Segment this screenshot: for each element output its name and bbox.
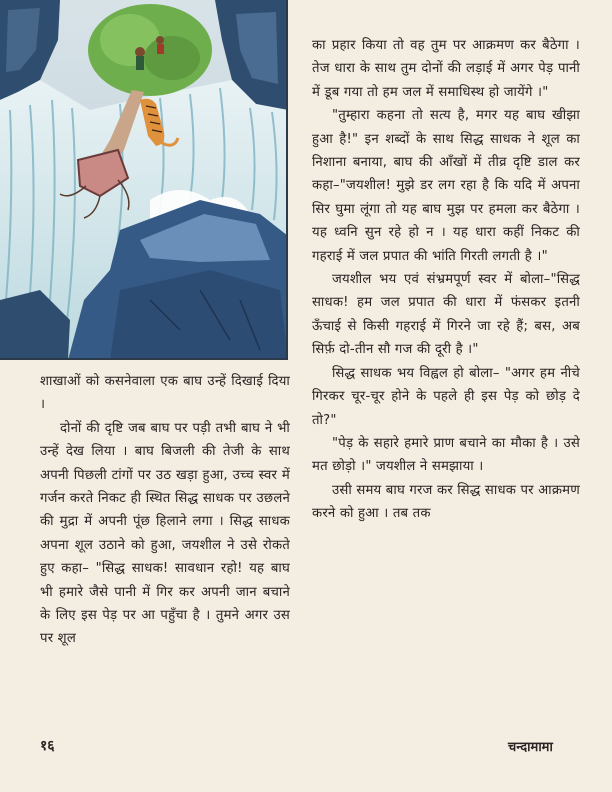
page-number: १६ (40, 738, 55, 754)
right-text-column (312, 34, 580, 526)
story-illustration (0, 0, 288, 360)
paragraph: दोनों की दृष्टि जब बाघ पर पड़ी तभी बाघ ने भी उन्हें देख लिया । बाघ बिजली की तेजी के साथ अपनी पिछली टांगों पर उठ खड़ा हुआ, उच्च स्वर में गर्जन करते निकट ही स्थित सिद्ध साधक पर उछलने की मुद्रा में अपनी पूंछ हिलाने लगा । सिद्ध साधक अपना शूल उठाने को हुआ, जयशील ने उसे रोकते हुए कहा– "सिद्ध साधक! सावधान रहो! यह बाघ भी हमारे जैसे पानी में गिर कर अपनी जान बचाने के लिए इस पेड़ पर आ पहुँचा है । तुमने अगर उस पर शूल (40, 420, 290, 647)
paragraph: शाखाओं को कसनेवाला एक बाघ उन्हें दिखाई दिया । (40, 374, 290, 413)
paragraph: "तुम्हारा कहना तो सत्य है, मगर यह बाघ खीझा हुआ है!" इन शब्दों के साथ सिद्ध साधक ने शूल का निशाना बनाया, बाघ की आँखों में तीव्र दृष्टि डाल कर कहा–"जयशील! मुझे डर लग रहा है कि यदि में अपना सिर घुमा लूंगा तो यह बाघ मुझ पर हमला कर बैठेगा । यह ध्वनि सुन रहे हो न । यह धारा कहीं निकट की गहराई में जल प्रपात की भांति गिरती लगती है ।" (312, 108, 580, 264)
left-text-column (40, 370, 290, 651)
paragraph: का प्रहार किया तो वह तुम पर आक्रमण कर बैठेगा । तेज धारा के साथ तुम दोनों की लड़ाई में अगर पेड़ पानी में डूब गया तो हम जल में समाधिस्थ हो जायेंगे ।" (312, 38, 580, 100)
waterfall-tiger-tree-icon (0, 0, 288, 360)
paragraph: सिद्ध साधक भय विह्वल हो बोला– "अगर हम नीचे गिरकर चूर-चूर होने के पहले ही इस पेड़ को छोड़ दे तो?" (312, 365, 580, 428)
paragraph: उसी समय बाघ गरज कर सिद्ध साधक पर आक्रमण करने को हुआ । तब तक (312, 482, 580, 522)
paragraph: जयशील भय एवं संभ्रमपूर्ण स्वर में बोला–"सिद्ध साधक! हम जल प्रपात की धारा में फंसकर इतनी ऊँचाई से किसी गहराई में गिरने जा रहे हैं; बस, अब सिर्फ़ दो-तीन सौ गज की दूरी है ।" (312, 272, 580, 358)
paragraph: "पेड़ के सहारे हमारे प्राण बचाने का मौका है । उसे मत छोड़ो ।" जयशील ने समझाया । (312, 435, 580, 475)
magazine-name: चन्दामामा (508, 740, 553, 755)
